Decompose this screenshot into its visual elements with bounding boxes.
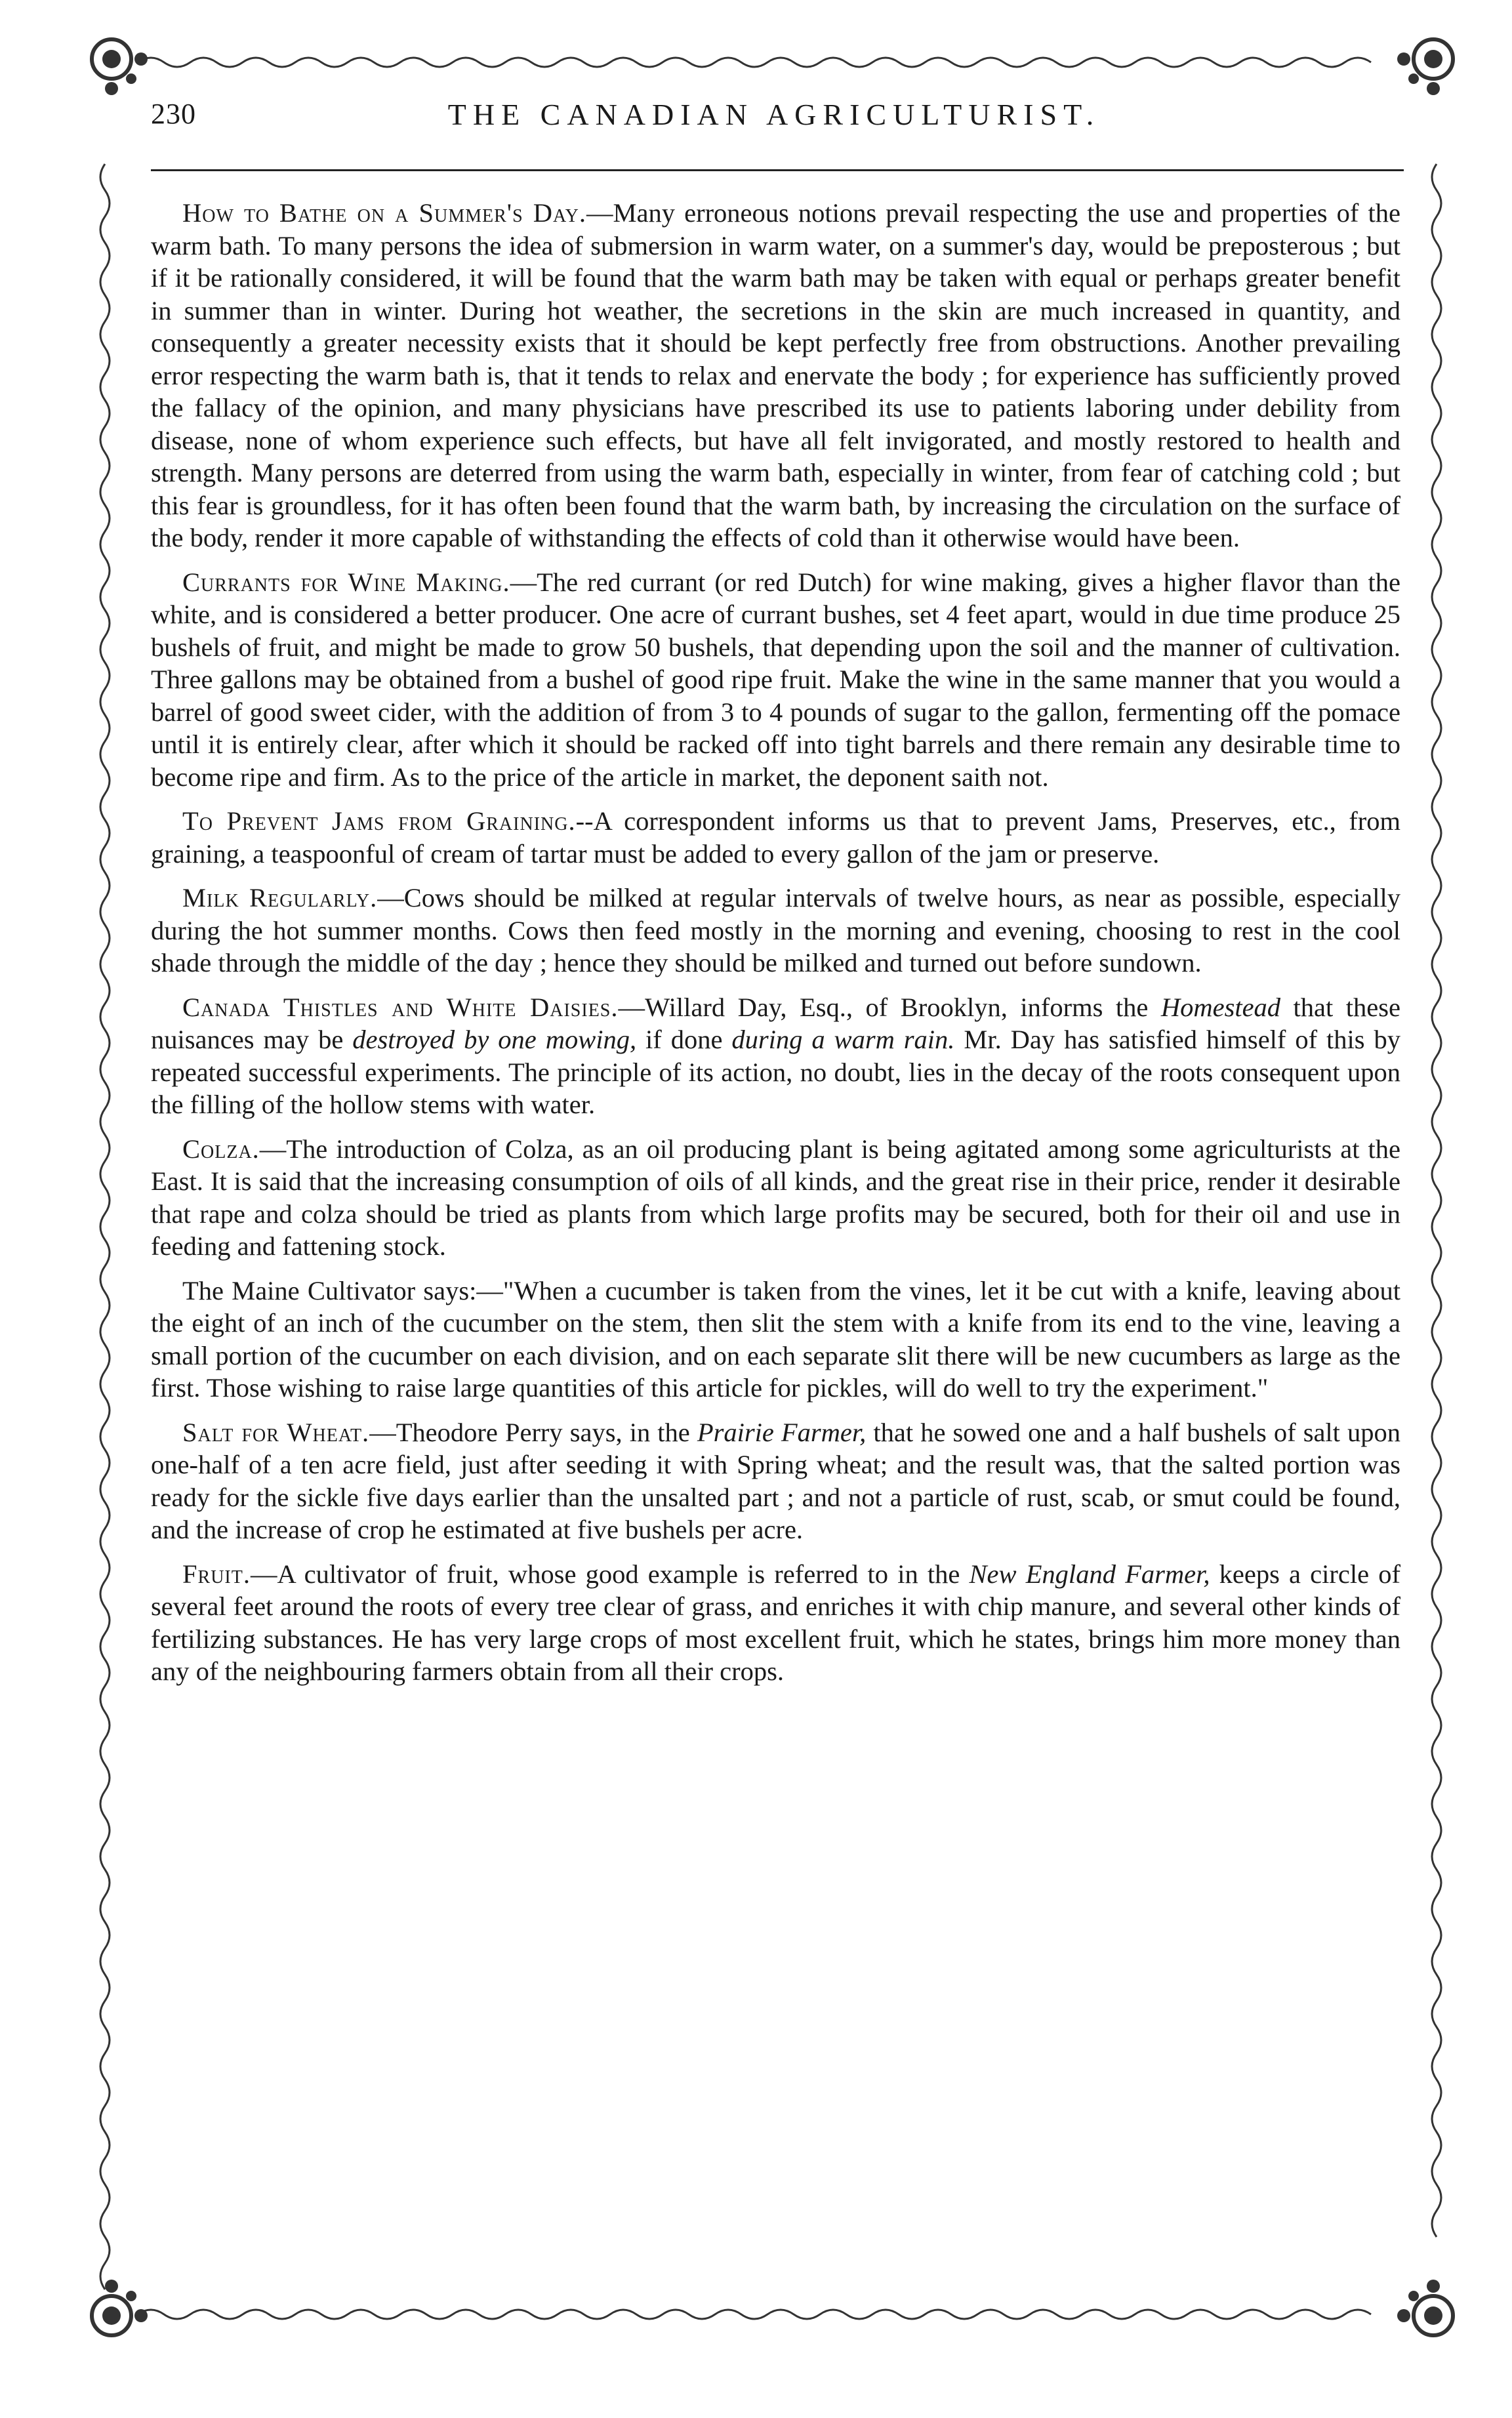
article-column — [151, 197, 1400, 1700]
article-italic: Homestead — [1160, 992, 1281, 1022]
running-title: THE CANADIAN AGRICULTURIST. — [447, 98, 1101, 131]
corner-ornament-bottom-left — [92, 2280, 148, 2335]
article-body: —Cows should be milked at regular intervals of twelve hours, as near as possible, especially during the hot summer months. Cows then feed mostly in the morning and evening, choosing to rest in the cool shade through the middle of the day ; hence they should be milked and turned out before sundown. — [151, 883, 1400, 977]
article-heading: Salt for Wheat. — [182, 1417, 370, 1447]
article-italic: Prairie Farmer, — [697, 1417, 867, 1447]
article-body: The Maine Cultivator says:—"When a cucumber is taken from the vines, let it be cut with a knife, leaving about the eight of an inch of the cucumber on the stem, then slit the stem with a knife from its end to the vine, leaving a small portion of the cucumber on each division, and on each separate slit there will be new cucumbers as large as the first. Those wishing to raise large quantities of this article for pickles, will do well to try the experiment." — [151, 1275, 1400, 1403]
left-border-flourish — [100, 164, 110, 2289]
page-header — [151, 92, 1397, 144]
article-heading: Currants for Wine Making. — [182, 567, 510, 597]
bottom-border-flourish — [138, 2310, 1371, 2319]
article-body: --A correspondent informs us that to prevent Jams, Preserves, etc., from graining, a teaspoonful of cream of tartar must be added to every gallon of the jam or preserve. — [151, 806, 1400, 869]
corner-ornament-top-right — [1397, 39, 1453, 95]
article-body-part: —Theodore Perry says, in the — [369, 1417, 697, 1447]
article-heading: Fruit. — [182, 1559, 251, 1589]
article-body-part: if done — [636, 1025, 732, 1054]
article-italic: destroyed by one mowing, — [352, 1025, 637, 1054]
article-body-part: that he sowed one and a half bushels of salt upon one-half of a ten acre field, just after seeding it with Spring wheat; and the result was, that the salted portion was ready for the sickle five days earlier than the unsalted part ; and not a particle of rust, scab, or smut could be found, and the increase of crop he estimated at five bushels per acre. — [151, 1417, 1401, 1544]
article-body: —The red currant (or red Dutch) for wine making, gives a higher flavor than the white, and is considered a better producer. One acre of currant bushes, set 4 feet apart, would in due time produce 25 bushels of fruit, and might be made to grow 50 bushels, that depending upon the soil and the manner of cultivation. Three gallons may be obtained from a bushel of good ripe fruit. Make the wine in the same manner that you would a barrel of good sweet cider, with the addition of from 3 to 4 pounds of sugar to the gallon, fermenting off the pomace until it is entirely clear, after which it should be racked off into tight barrels and there remain any desirable time to become ripe and firm. As to the price of the article in market, the deponent saith not. — [151, 567, 1400, 792]
article-heading: Canada Thistles and White Daisies. — [182, 992, 619, 1022]
article-heading: Milk Regularly. — [182, 883, 378, 912]
article-body-part: —A cultivator of fruit, whose good example is referred to in the — [250, 1559, 970, 1589]
article-body-part: Mr. Day has satisfied himself of this by repeated successful experiments. The principle of its action, no doubt, lies in the decay of the roots consequent upon the filling of the hollow stems with water. — [151, 1025, 1400, 1119]
article-colza — [151, 1133, 1400, 1263]
article-body: —The introduction of Colza, as an oil producing plant is being agitated among some agriculturists at the East. It is said that the increasing consumption of oils of all kinds, and the great rise in their price, render it desirable that rape and colza should be tried as plants from which large profits may be secured, both for their oil and use in feeding and fattening stock. — [151, 1134, 1400, 1261]
article-body-part: keeps a circle of several feet around the roots of every tree clear of grass, and enriches it with chip manure, and several other kinds of fertilizing substances. He has very large crops of most excellent fruit, which he states, brings him more money than any of the neighbouring farmers obtain from all their crops. — [151, 1559, 1400, 1686]
right-border-flourish — [1432, 164, 1441, 2237]
article-body-part: that these nuisances may be — [151, 992, 1400, 1054]
top-border-flourish — [138, 58, 1371, 67]
article-cucumber — [151, 1275, 1400, 1404]
article-currants — [151, 566, 1400, 794]
article-heading: Colza. — [182, 1134, 260, 1164]
article-milk — [151, 882, 1400, 979]
corner-ornament-top-left — [92, 39, 148, 95]
article-bathe — [151, 197, 1400, 554]
article-heading: To Prevent Jams from Graining. — [182, 806, 576, 836]
article-fruit — [151, 1558, 1400, 1688]
header-rule — [151, 169, 1404, 171]
page-number: 230 — [151, 98, 196, 130]
article-heading: How to Bathe on a Summer's Day. — [182, 198, 587, 228]
article-thistles — [151, 991, 1400, 1121]
article-jams — [151, 805, 1400, 870]
article-salt-wheat — [151, 1416, 1400, 1546]
article-body: —Many erroneous notions prevail respecting the use and properties of the warm bath. To many persons the idea of submersion in warm water, on a summer's day, would be preposterous ; but if it be rationally considered, it will be found that the warm bath may be taken with equal or perhaps greater benefit in summer than in winter. During hot weather, the secretions in the skin are much increased in quantity, and consequently a greater necessity exists that it should be kept perfectly free from obstructions. Another prevailing error respecting the warm bath is, that it tends to relax and enervate the body ; for experience has sufficiently proved the fallacy of the opinion, and many physicians have prescribed its use to patients laboring under debility from disease, none of whom experience such effects, but have all felt invigorated, and mostly restored to health and strength. Many persons are deterred from using the warm bath, especially in winter, from fear of catching cold ; but this fear is groundless, for it has often been found that the warm bath, by increasing the circulation on the surface of the body, render it more capable of withstanding the effects of cold than it otherwise would have been. — [151, 198, 1400, 552]
article-italic: during a warm rain. — [731, 1025, 955, 1054]
article-italic: New England Farmer, — [969, 1559, 1210, 1589]
article-body-part: —Willard Day, Esq., of Brooklyn, informs the — [618, 992, 1161, 1022]
corner-ornament-bottom-right — [1397, 2280, 1453, 2335]
